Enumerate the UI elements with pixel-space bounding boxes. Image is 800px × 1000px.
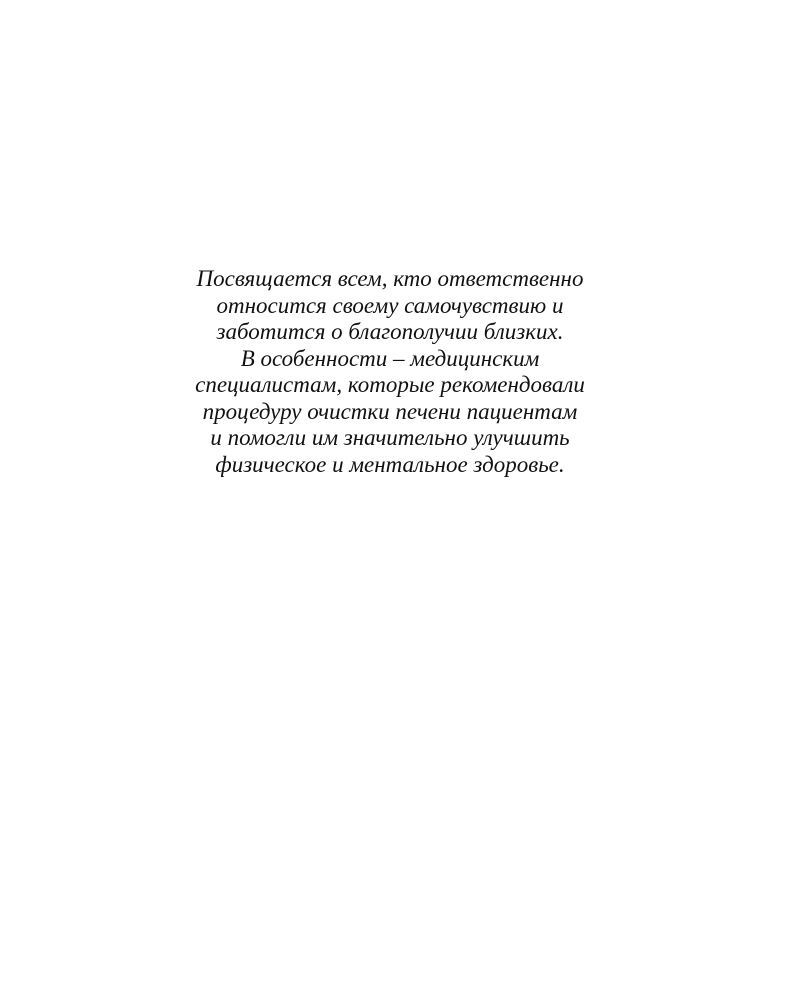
dedication-line: заботится о благополучии близких. — [216, 319, 564, 344]
dedication-text — [0, 266, 780, 478]
dedication-line: относится своему самочувствию и — [216, 292, 564, 318]
dedication-line: В особенности – медицинским — [240, 345, 540, 371]
dedication-line: физическое и ментальное здоровье. — [215, 451, 565, 477]
dedication-line: процедуру очистки печени пациентам — [202, 398, 578, 424]
dedication-line: Посвящается всем, кто ответственно — [196, 266, 584, 291]
dedication-line: и помогли им значительно улучшить — [210, 425, 570, 450]
dedication-line: специалистам, которые рекомендовали — [195, 372, 585, 397]
